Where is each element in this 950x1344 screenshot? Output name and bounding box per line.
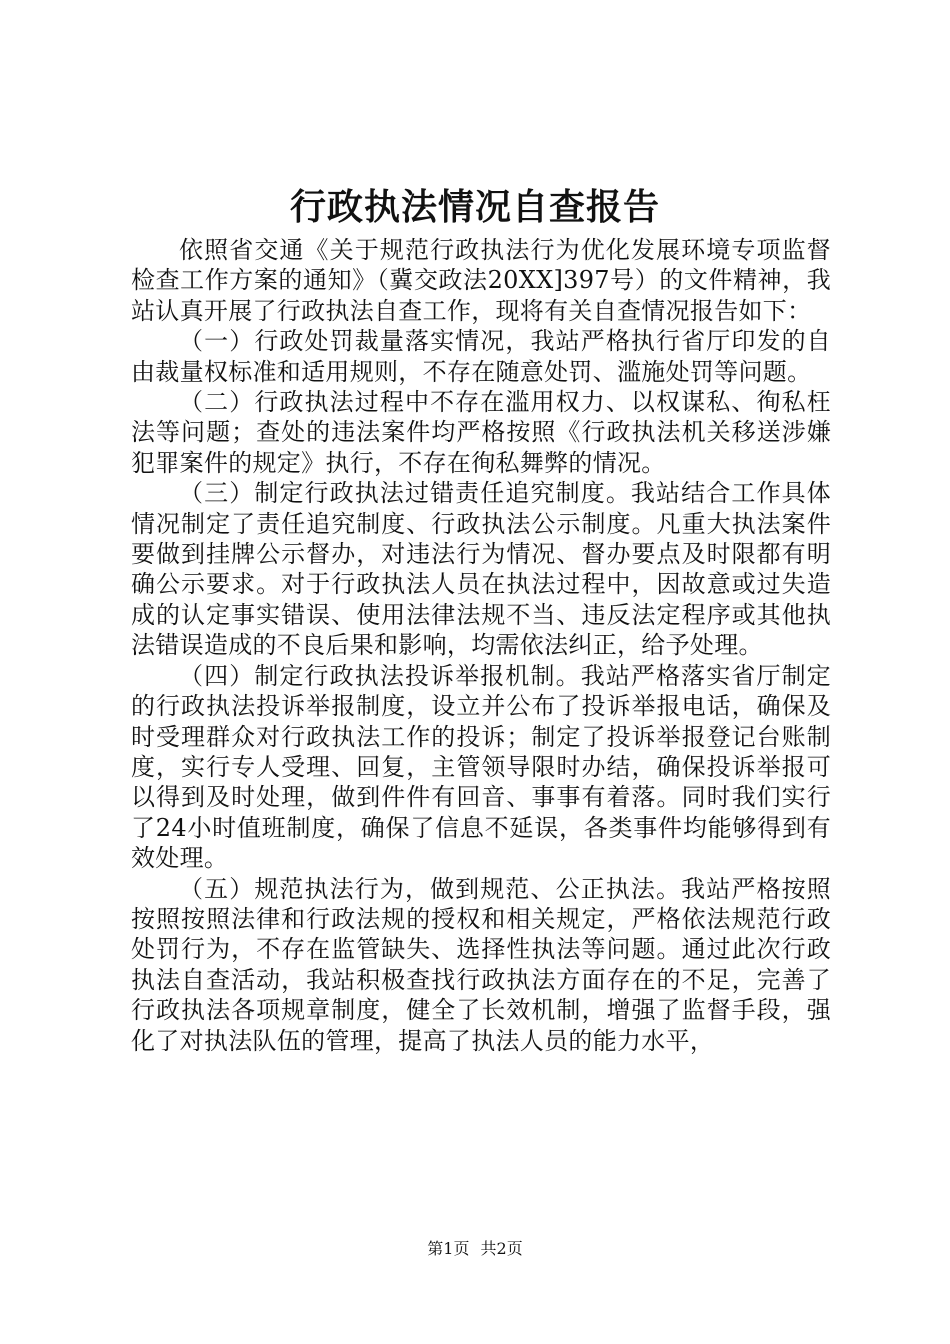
paragraph-intro: 依照省交通《关于规范行政执法行为优化发展环境专项监督检查工作方案的通知》（冀交政法20XX]397号）的文件精神，我站认真开展了行政执法自查工作，现将有关自查情况报告如下： xyxy=(131,236,831,325)
document-title: 行政执法情况自查报告 xyxy=(289,186,660,228)
paragraph-section-2: （二）行政执法过程中不存在滥用权力、以权谋私、徇私枉法等问题；查处的违法案件均严格按照《行政执法机关移送涉嫌犯罪案件的规定》执行，不存在徇私舞弊的情况。 xyxy=(131,388,831,477)
page-number: 第1页 xyxy=(427,1239,470,1258)
page-total: 共2页 xyxy=(480,1239,523,1258)
document-body xyxy=(131,235,831,1056)
paragraph-section-4: （四）制定行政执法投诉举报机制。我站严格落实省厅制定的行政执法投诉举报制度，设立并公布了投诉举报电话，确保及时受理群众对行政执法工作的投诉；制定了投诉举报登记台账制度，实行专人受理、回复，主管领导限时办结，确保投诉举报可以得到及时处理，做到件件有回音、事事有着落。同时我们实行了24小时值班制度，确保了信息不延误，各类事件均能够得到有效处理。 xyxy=(131,661,831,873)
paragraph-section-3: （三）制定行政执法过错责任追究制度。我站结合工作具体情况制定了责任追究制度、行政执法公示制度。凡重大执法案件要做到挂牌公示督办，对违法行为情况、督办要点及时限都有明确公示要求。对于行政执法人员在执法过程中，因故意或过失造成的认定事实错误、使用法律法规不当、违反法定程序或其他执法错误造成的不良后果和影响，均需依法纠正，给予处理。 xyxy=(131,479,831,660)
page-footer xyxy=(0,1238,950,1260)
paragraph-section-1: （一）行政处罚裁量落实情况，我站严格执行省厅印发的自由裁量权标准和适用规则，不存在随意处罚、滥施处罚等问题。 xyxy=(131,327,831,386)
paragraph-section-5: （五）规范执法行为，做到规范、公正执法。我站严格按照按照按照法律和行政法规的授权和相关规定，严格依法规范行政处罚行为，不存在监管缺失、选择性执法等问题。通过此次行政执法自查活动，我站积极查找行政执法方面存在的不足，完善了行政执法各项规章制度，健全了长效机制，增强了监督手段，强化了对执法队伍的管理，提高了执法人员的能力水平， xyxy=(131,874,831,1055)
